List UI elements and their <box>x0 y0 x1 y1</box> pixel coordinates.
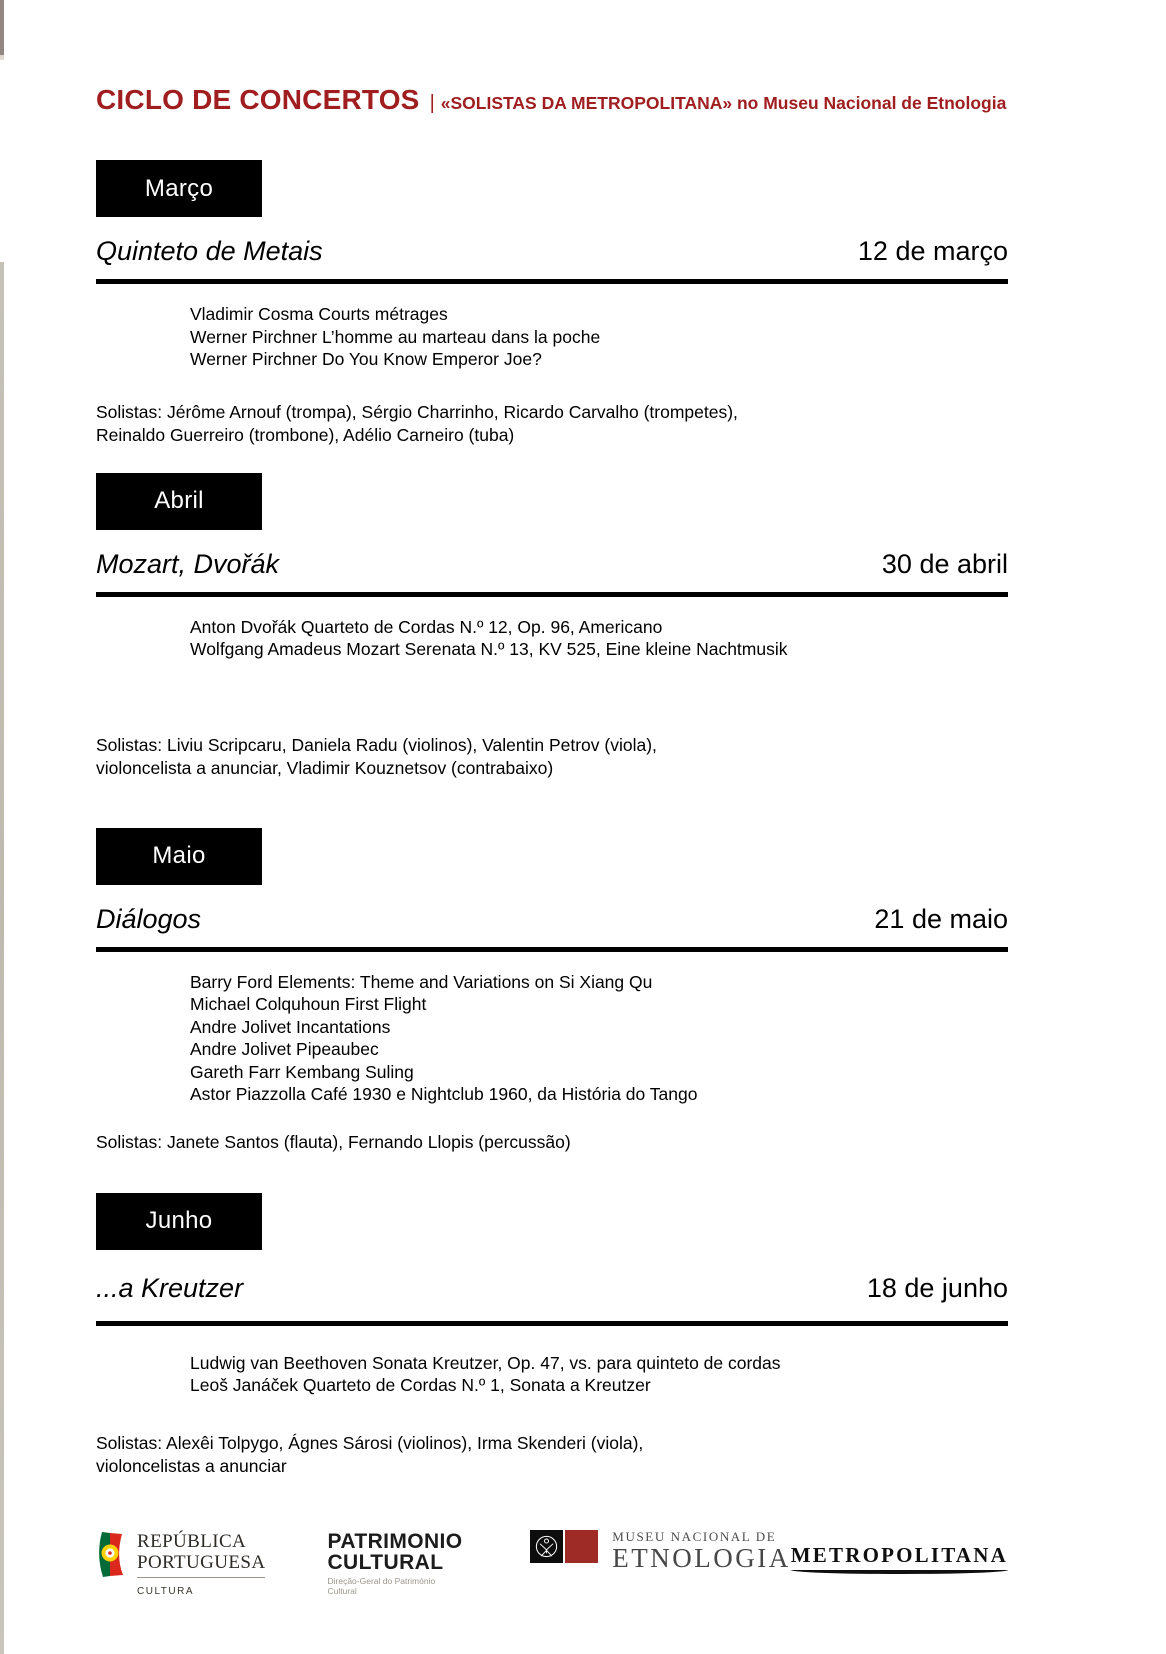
month-label-abril <box>96 473 262 530</box>
divider-rule <box>96 947 1008 952</box>
museu-etnologia-emblem <box>530 1528 598 1572</box>
program-line: Werner Pirchner L’homme au marteau dans la poche <box>190 326 601 347</box>
program-line: Gareth Farr Kembang Suling <box>190 1061 414 1082</box>
section-junho <box>96 1193 1008 1478</box>
month-label-maio <box>96 828 262 885</box>
concert-date: 30 de abril <box>881 548 1008 579</box>
concert-title-row <box>96 235 1008 267</box>
program-line: Andre Jolivet Pipeaubec <box>190 1039 379 1059</box>
soloists-line: Solistas: Alexêi Tolpygo, Ágnes Sárosi (violinos), Irma Skenderi (viola), <box>96 1432 644 1453</box>
museu-etnologia-logo <box>530 1528 790 1572</box>
header-separator: | <box>429 92 435 114</box>
program-list <box>190 1352 1008 1397</box>
section-marco <box>96 160 1008 447</box>
program-list <box>190 303 1008 371</box>
program-line: Werner Pirchner Do You Know Emperor Joe? <box>190 349 542 369</box>
republica-title <box>137 1531 265 1578</box>
soloists-line: violoncelistas a anunciar <box>96 1455 287 1476</box>
program-line: Michael Colquhoun First Flight <box>190 994 427 1014</box>
concert-date: 21 de maio <box>874 903 1008 934</box>
soloists-text <box>96 401 1008 447</box>
program-line: Andre Jolivet Incantations <box>190 1016 391 1037</box>
program-line: Barry Ford Elements: Theme and Variations on Si Xiang Qu <box>190 971 653 992</box>
concert-title: ...a Kreutzer <box>96 1272 244 1303</box>
metropolitana-underline <box>791 1570 1008 1574</box>
anthropomorphic-figure-icon <box>530 1530 563 1563</box>
republica-portuguesa-logo <box>96 1528 265 1597</box>
scan-edge-artifact <box>0 0 4 1654</box>
concert-title-row <box>96 903 1008 935</box>
patrimonio-line1: PATRIMONIO <box>327 1529 463 1553</box>
header-title: CICLO DE CONCERTOS <box>96 84 420 115</box>
program-line: Ludwig van Beethoven Sonata Kreutzer, Op. 47, vs. para quinteto de cordas <box>190 1352 781 1373</box>
program-list <box>190 971 1008 1106</box>
patrimonio-title <box>327 1531 464 1573</box>
soloists-line: Solistas: Liviu Scripcaru, Daniela Radu (violinos), Valentin Petrov (viola), <box>96 734 657 755</box>
month-label-marco <box>96 160 262 217</box>
divider-rule <box>96 1321 1008 1326</box>
portugal-flag-icon <box>96 1530 126 1580</box>
concert-date: 18 de junho <box>866 1272 1008 1303</box>
month-label-text: Março <box>144 174 214 202</box>
soloists-line: Solistas: Jérôme Arnouf (trompa), Sérgio Charrinho, Ricardo Carvalho (trompetes), <box>96 401 738 422</box>
program-line: Leoš Janáček Quarteto de Cordas N.º 1, Sonata a Kreutzer <box>190 1375 651 1395</box>
cultura-label: CULTURA <box>137 1585 194 1597</box>
section-maio <box>96 828 1008 1154</box>
concert-title: Quinteto de Metais <box>96 236 323 266</box>
month-label-junho <box>96 1193 262 1250</box>
metropolitana-logo <box>791 1543 1008 1574</box>
soloists-line: Solistas: Janete Santos (flauta), Fernando Llopis (percussão) <box>96 1131 571 1152</box>
program-line: Wolfgang Amadeus Mozart Serenata N.º 13, KV 525, Eine kleine Nachtmusik <box>190 639 788 659</box>
month-label-text: Junho <box>145 1207 213 1234</box>
program-list <box>190 616 1008 661</box>
concert-title-row <box>96 548 1008 580</box>
divider-rule <box>96 279 1008 284</box>
concert-title: Diálogos <box>96 903 202 934</box>
header-subtitle: «SOLISTAS DA METROPOLITANA» no Museu Nacional de Etnologia <box>440 93 1007 113</box>
concert-title-row <box>96 1272 1008 1304</box>
program-line: Vladimir Cosma Courts métrages <box>190 304 448 324</box>
patrimonio-cultural-logo <box>327 1528 464 1596</box>
museu-line2: ETNOLOGIA <box>612 1542 791 1573</box>
program-line: Astor Piazzolla Café 1930 e Nightclub 1960, da História do Tango <box>190 1084 698 1104</box>
soloists-text <box>96 734 1008 780</box>
red-square <box>565 1530 598 1563</box>
section-abril <box>96 473 1008 780</box>
republica-text <box>137 1528 265 1597</box>
soloists-line: Reinaldo Guerreiro (trombone), Adélio Carneiro (tuba) <box>96 424 515 445</box>
footer-logos <box>96 1528 1008 1597</box>
museu-etnologia-text <box>612 1528 790 1572</box>
month-label-text: Abril <box>154 487 204 514</box>
republica-line2: PORTUGUESA <box>137 1551 266 1573</box>
republica-line1: REPÚBLICA <box>137 1530 247 1552</box>
program-line: Anton Dvořák Quarteto de Cordas N.º 12, Op. 96, Americano <box>190 616 663 637</box>
soloists-line: violoncelista a anunciar, Vladimir Kouznetsov (contrabaixo) <box>96 757 554 778</box>
museu-line1: MUSEU NACIONAL DE <box>612 1528 777 1544</box>
concert-title: Mozart, Dvořák <box>96 548 280 579</box>
patrimonio-line2: CULTURAL <box>327 1550 444 1574</box>
page-content <box>96 0 1008 1597</box>
divider-rule <box>96 592 1008 597</box>
soloists-text <box>96 1131 1008 1154</box>
soloists-text <box>96 1432 1008 1478</box>
metropolitana-label: METROPOLITANA <box>790 1542 1008 1567</box>
concert-date: 12 de março <box>857 236 1008 266</box>
patrimonio-subtitle: Direção-Geral do Património Cultural <box>327 1575 436 1596</box>
page-title <box>96 0 1008 116</box>
month-label-text: Maio <box>152 842 206 869</box>
